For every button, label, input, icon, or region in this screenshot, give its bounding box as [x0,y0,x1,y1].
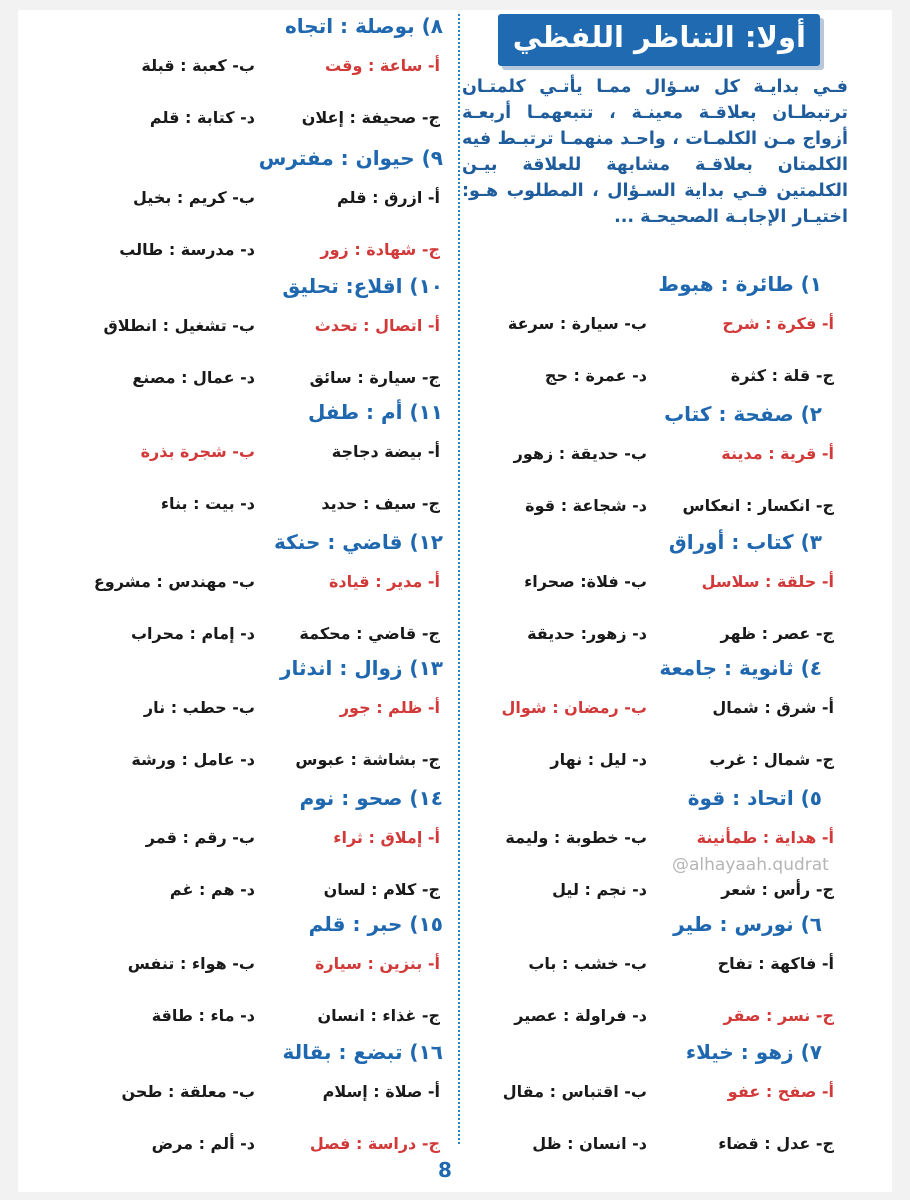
question-15-option-b: ب- هواء : تنفس [127,954,255,973]
question-7-option-a: أ- صفح : عفو [727,1082,834,1101]
section-title-banner [498,14,820,66]
question-16-option-a: أ- صلاة : إسلام [322,1082,440,1101]
question-4-option-a: أ- شرق : شمال [712,698,834,717]
question-16-option-c: ج- دراسة : فصل [309,1134,440,1153]
question-13-option-a: أ- ظلم : جور [339,698,440,717]
question-11-option-b: ب- شجرة بذرة [140,442,255,461]
question-9-option-c: ج- شهادة : زور [320,240,440,259]
question-8-option-d: د- كتابة : قلم [149,108,255,127]
question-1-option-a: أ- فكرة : شرح [722,314,834,333]
question-15-option-a: أ- بنزين : سيارة [314,954,440,973]
question-6-option-d: د- فراولة : عصير [514,1006,647,1025]
question-9-option-d: د- مدرسة : طالب [119,240,255,259]
question-4-option-d: د- ليل : نهار [550,750,647,769]
question-4-option-c: ج- شمال : غرب [709,750,834,769]
question-3-option-b: ب- فلاة: صحراء [524,572,647,591]
question-10-option-a: أ- اتصال : تحدث [314,316,440,335]
question-5-option-d: د- نجم : ليل [552,880,647,899]
question-2-option-b: ب- حديقة : زهور [513,444,647,463]
question-6-option-a: أ- فاكهة : تفاح [717,954,834,973]
question-7-option-c: ج- عدل : قضاء [718,1134,834,1153]
question-11-title: ١١) أم : طفل [307,400,443,424]
question-12-option-a: أ- مدير : قيادة [328,572,440,591]
section-title: أولا: التناظر اللفظي [512,20,806,54]
question-7-title: ٧) زهو : خيلاء [685,1040,822,1064]
question-13-option-b: ب- حطب : نار [143,698,255,717]
question-9-title: ٩) حيوان : مفترس [258,146,443,170]
question-8-option-c: ج- صحيفة : إعلان [301,108,440,127]
question-5-option-a: أ- هداية : طمأنينة [696,828,834,847]
question-16-option-d: د- ألم : مرض [151,1134,255,1153]
question-11-option-d: د- بيت : بناء [160,494,255,513]
question-4-option-b: ب- رمضان : شوال [501,698,647,717]
question-3-option-c: ج- عصر : ظهر [720,624,834,643]
question-12-option-c: ج- قاضي : محكمة [299,624,440,643]
question-6-title: ٦) نورس : طير [673,912,822,936]
question-9-option-a: أ- ازرق : قلم [337,188,440,207]
question-2-option-d: د- شجاعة : قوة [525,496,647,515]
question-6-option-b: ب- خشب : باب [528,954,647,973]
question-2-option-c: ج- انكسار : انعكاس [682,496,834,515]
question-1-option-d: د- عمرة : حج [544,366,647,385]
question-14-option-b: ب- رقم : قمر [145,828,255,847]
question-10-title: ١٠) اقلاع: تحليق [282,274,443,298]
question-5-option-c: ج- رأس : شعر [721,880,834,899]
question-11-option-c: ج- سيف : حديد [321,494,440,513]
question-5-option-b: ب- خطوبة : وليمة [505,828,647,847]
question-1-option-b: ب- سيارة : سرعة [507,314,647,333]
question-11-option-a: أ- بيضة دجاجة [331,442,440,461]
question-8-option-b: ب- كعبة : قبلة [141,56,255,75]
question-15-option-c: ج- غذاء : انسان [317,1006,440,1025]
question-16-title: ١٦) تبضع : بقالة [282,1040,443,1064]
question-13-option-c: ج- بشاشة : عبوس [295,750,440,769]
instructions-paragraph: فـي بدايـة كل سـؤال ممـا يأتـي كلمتـان ترتبطـان بعلاقـة معينـة ، تتبعهمـا أربعـة أزواج مـن الكلمـات ، واحـد منهمـا ترتبـط فيه الكلمتان بعلاقـة مشابهة للعلاقة بيـن الكلمتين فـي بداية السـؤال ، المطلوب هـو: اختيـار الإجابـة الصحيحـة ... [462,77,848,227]
question-9-option-b: ب- كريم : بخيل [133,188,255,207]
question-13-option-d: د- عامل : ورشة [131,750,255,769]
question-15-option-d: د- ماء : طاقة [151,1006,255,1025]
question-15-title: ١٥) حبر : قلم [308,912,443,936]
question-1-option-c: ج- قلة : كثرة [730,366,834,385]
question-14-option-c: ج- كلام : لسان [323,880,440,899]
question-5-title: ٥) اتحاد : قوة [687,786,822,810]
question-14-option-a: أ- إملاق : ثراء [333,828,440,847]
question-2-title: ٢) صفحة : كتاب [664,402,822,426]
question-1-title: ١) طائرة : هبوط [658,272,822,296]
question-14-title: ١٤) صحو : نوم [299,786,443,810]
question-2-option-a: أ- قرية : مدينة [721,444,834,463]
question-3-option-a: أ- حلقة : سلاسل [701,572,834,591]
question-10-option-b: ب- تشغيل : انطلاق [103,316,255,335]
page-number: 8 [438,1158,452,1182]
question-10-option-c: ج- سيارة : سائق [309,368,440,387]
question-13-title: ١٣) زوال : اندثار [279,656,443,680]
question-12-title: ١٢) قاضي : حنكة [274,530,443,554]
question-8-title: ٨) بوصلة : اتجاه [284,14,443,38]
question-16-option-b: ب- معلقة : طحن [121,1082,255,1101]
question-3-title: ٣) كتاب : أوراق [668,530,822,554]
question-12-option-d: د- إمام : محراب [130,624,255,643]
question-12-option-b: ب- مهندس : مشروع [93,572,255,591]
question-10-option-d: د- عمال : مصنع [132,368,255,387]
question-6-option-c: ج- نسر : صقر [723,1006,834,1025]
question-3-option-d: د- زهور: حديقة [527,624,647,643]
question-7-option-b: ب- اقتباس : مقال [502,1082,647,1101]
question-7-option-d: د- انسان : ظل [532,1134,647,1153]
question-4-title: ٤) ثانوية : جامعة [659,656,822,680]
column-divider [458,14,460,1144]
watermark-handle: @alhayaah.qudrat [672,855,829,875]
question-14-option-d: د- هم : غم [169,880,255,899]
question-8-option-a: أ- ساعة : وقت [325,56,440,75]
